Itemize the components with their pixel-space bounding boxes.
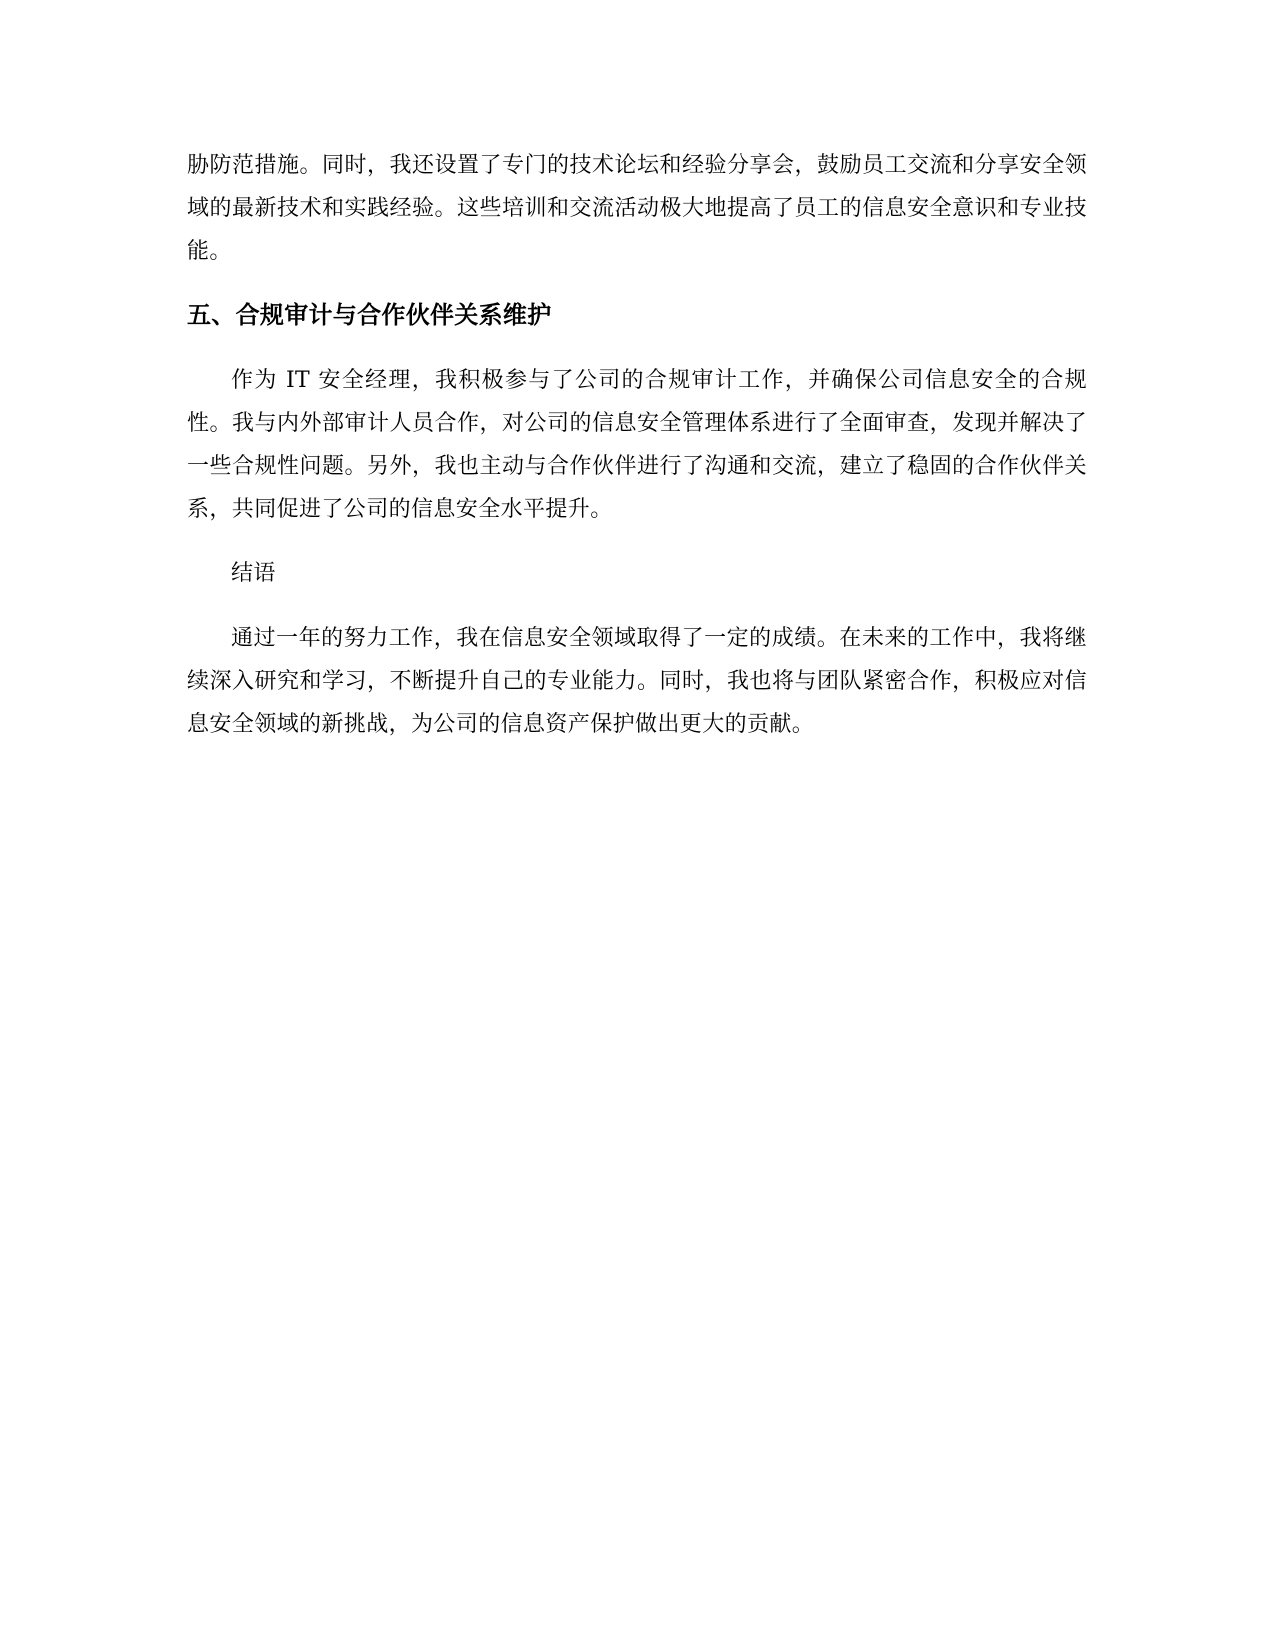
conclusion-body-paragraph: 通过一年的努力工作，我在信息安全领域取得了一定的成绩。在未来的工作中，我将继续深入研究和学习，不断提升自己的专业能力。同时，我也将与团队紧密合作，积极应对信息安全领域的新挑战，为公司的信息资产保护做出更大的贡献。 [187,626,1087,737]
conclusion-title: 结语 [231,561,276,586]
continued-paragraph: 胁防范措施。同时，我还设置了专门的技术论坛和经验分享会，鼓励员工交流和分享安全领域的最新技术和实践经验。这些培训和交流活动极大地提高了员工的信息安全意识和专业技能。 [187,153,1087,264]
section-body-paragraph: 作为 IT 安全经理，我积极参与了公司的合规审计工作，并确保公司信息安全的合规性。我与内外部审计人员合作，对公司的信息安全管理体系进行了全面审查，发现并解决了一些合规性问题。另外，我也主动与合作伙伴进行了沟通和交流，建立了稳固的合作伙伴关系，共同促进了公司的信息安全水平提升。 [187,368,1087,522]
section-heading: 五、合规审计与合作伙伴关系维护 [187,301,552,329]
